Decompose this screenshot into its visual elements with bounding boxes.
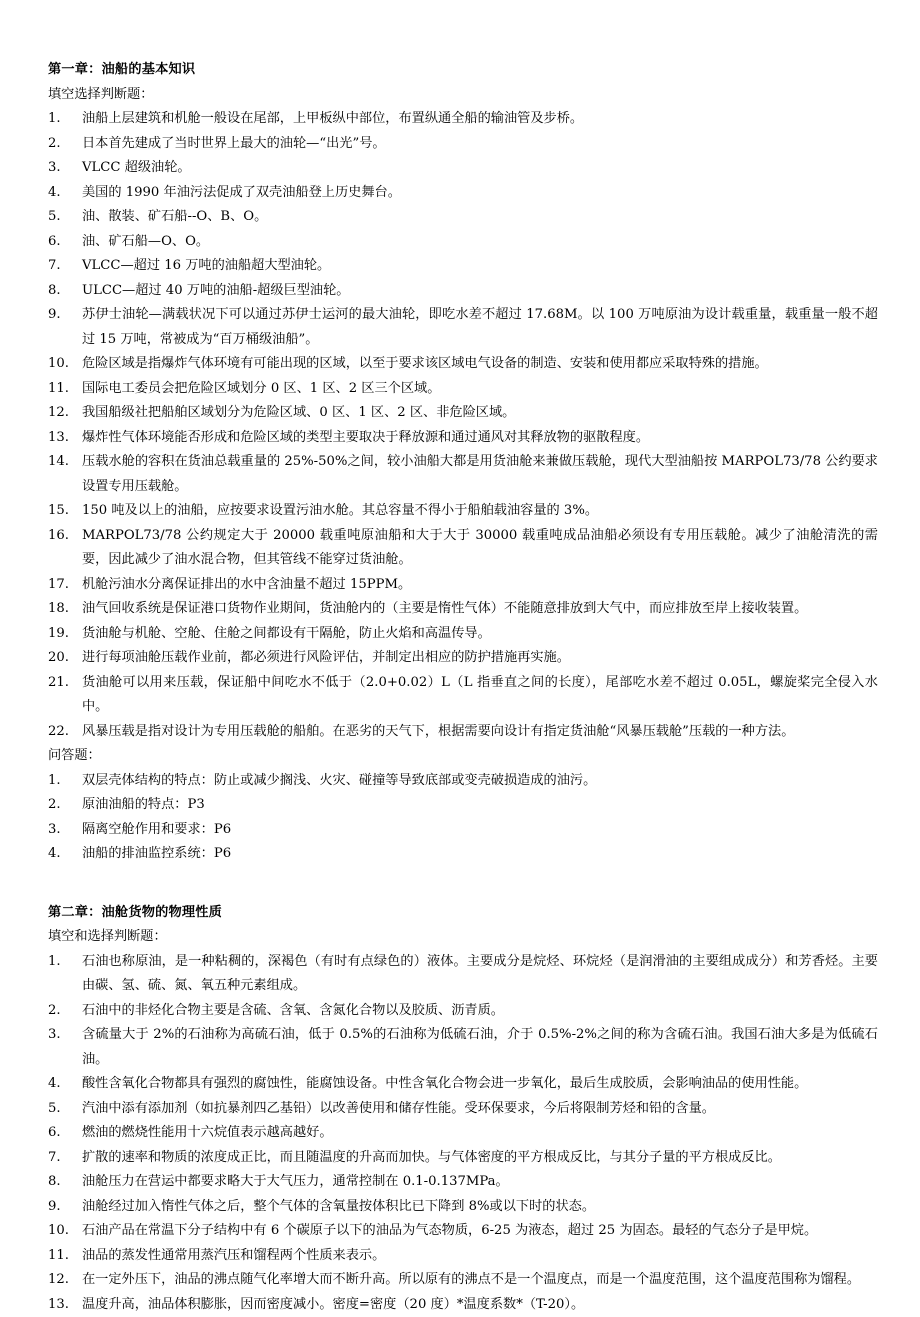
chapter2-title: 第二章：油舱货物的物理性质 bbox=[48, 901, 878, 926]
item-number: 8. bbox=[48, 279, 74, 304]
item-number: 1. bbox=[48, 107, 74, 132]
list-item bbox=[48, 1170, 878, 1195]
item-text: 油舱经过加入惰性气体之后，整个气体的含氧量按体积比已下降到 8%或以下时的状态。 bbox=[82, 1199, 595, 1214]
item-number: 7. bbox=[48, 254, 74, 279]
item-number: 10. bbox=[48, 1219, 74, 1244]
chapter-spacer bbox=[48, 867, 878, 901]
list-item bbox=[48, 303, 878, 352]
item-number: 6. bbox=[48, 1121, 74, 1146]
item-text: ULCC—超过 40 万吨的油船-超级巨型油轮。 bbox=[82, 283, 349, 298]
list-item bbox=[48, 671, 878, 720]
item-text: 油、矿石船—O、O。 bbox=[82, 234, 209, 249]
list-item bbox=[48, 646, 878, 671]
list-item bbox=[48, 499, 878, 524]
item-number: 11. bbox=[48, 377, 74, 402]
item-text: 燃油的燃烧性能用十六烷值表示越高越好。 bbox=[82, 1125, 333, 1140]
item-number: 16. bbox=[48, 524, 74, 549]
item-number: 11. bbox=[48, 1244, 74, 1269]
item-number: 22. bbox=[48, 720, 74, 745]
list-item bbox=[48, 377, 878, 402]
list-item bbox=[48, 1293, 878, 1317]
chapter1-fill-blank-list bbox=[48, 107, 878, 744]
list-item bbox=[48, 597, 878, 622]
item-number: 12. bbox=[48, 401, 74, 426]
item-number: 18. bbox=[48, 597, 74, 622]
item-text: 苏伊士油轮—满载状况下可以通过苏伊士运河的最大油轮，即吃水差不超过 17.68M。以 100 万吨原油为设计载重量，载重量一般不超过 15 万吨，常被成为“百万桶级油船”。 bbox=[82, 307, 878, 347]
list-item bbox=[48, 1219, 878, 1244]
list-item bbox=[48, 1097, 878, 1122]
list-item bbox=[48, 1072, 878, 1097]
item-number: 2. bbox=[48, 999, 74, 1024]
item-text: 油品的蒸发性通常用蒸汽压和馏程两个性质来表示。 bbox=[82, 1248, 385, 1263]
chapter1-fill-blank-label: 填空选择判断题： bbox=[48, 83, 878, 108]
item-text: 国际电工委员会把危险区域划分 0 区、1 区、2 区三个区域。 bbox=[82, 381, 440, 396]
chapter1-qa-list bbox=[48, 769, 878, 867]
item-text: 含硫量大于 2%的石油称为高硫石油，低于 0.5%的石油称为低硫石油，介于 0.5%-2%之间的称为含硫石油。我国石油大多是为低硫石油。 bbox=[82, 1027, 878, 1067]
item-number: 12. bbox=[48, 1268, 74, 1293]
item-number: 3. bbox=[48, 156, 74, 181]
list-item bbox=[48, 1121, 878, 1146]
item-number: 21. bbox=[48, 671, 74, 696]
list-item bbox=[48, 450, 878, 499]
item-text: 温度升高，油品体积膨胀，因而密度减小。密度=密度（20 度）*温度系数*（T-20）。 bbox=[82, 1297, 584, 1312]
list-item bbox=[48, 999, 878, 1024]
item-text: 在一定外压下，油品的沸点随气化率增大而不断升高。所以原有的沸点不是一个温度点，而是一个温度范围，这个温度范围称为馏程。 bbox=[82, 1272, 860, 1287]
list-item bbox=[48, 132, 878, 157]
item-text: 石油产品在常温下分子结构中有 6 个碳原子以下的油品为气态物质，6-25 为液态，超过 25 为固态。最轻的气态分子是甲烷。 bbox=[82, 1223, 817, 1238]
item-text: 隔离空舱作用和要求：P6 bbox=[82, 822, 231, 837]
item-text: 150 吨及以上的油船，应按要求设置污油水舱。其总容量不得小于船舶载油容量的 3%。 bbox=[82, 503, 598, 518]
list-item bbox=[48, 622, 878, 647]
item-text: 汽油中添有添加剂（如抗暴剂四乙基铅）以改善使用和储存性能。受环保要求，今后将限制芳烃和铅的含量。 bbox=[82, 1101, 715, 1116]
item-number: 1. bbox=[48, 950, 74, 975]
item-number: 5. bbox=[48, 1097, 74, 1122]
item-text: 爆炸性气体环境能否形成和危险区域的类型主要取决于释放源和通过通风对其释放物的驱散程度。 bbox=[82, 430, 649, 445]
item-number: 4. bbox=[48, 1072, 74, 1097]
chapter1-qa-label: 问答题： bbox=[48, 744, 878, 769]
item-number: 6. bbox=[48, 230, 74, 255]
item-number: 19. bbox=[48, 622, 74, 647]
list-item bbox=[48, 1023, 878, 1072]
item-text: 石油中的非烃化合物主要是含硫、含氧、含氮化合物以及胶质、沥青质。 bbox=[82, 1003, 504, 1018]
item-text: VLCC 超级油轮。 bbox=[82, 160, 191, 175]
item-number: 15. bbox=[48, 499, 74, 524]
list-item bbox=[48, 205, 878, 230]
item-text: 日本首先建成了当时世界上最大的油轮—“出光”号。 bbox=[82, 136, 386, 151]
list-item bbox=[48, 720, 878, 745]
list-item bbox=[48, 181, 878, 206]
item-text: 原油油船的特点：P3 bbox=[82, 797, 205, 812]
item-number: 4. bbox=[48, 842, 74, 867]
list-item bbox=[48, 230, 878, 255]
list-item bbox=[48, 793, 878, 818]
item-number: 9. bbox=[48, 303, 74, 328]
list-item bbox=[48, 107, 878, 132]
list-item bbox=[48, 818, 878, 843]
list-item bbox=[48, 950, 878, 999]
item-text: 油舱压力在营运中都要求略大于大气压力，通常控制在 0.1-0.137MPa。 bbox=[82, 1174, 509, 1189]
item-text: MARPOL73/78 公约规定大于 20000 载重吨原油船和大于大于 30000 载重吨成品油船必须设有专用压载舱。减少了油舱清洗的需要，因此减少了油水混合物，但其管线不能穿过货油舱。 bbox=[82, 528, 878, 568]
item-text: 双层壳体结构的特点：防止或减少搁浅、火灾、碰撞等导致底部或变壳破损造成的油污。 bbox=[82, 773, 596, 788]
list-item bbox=[48, 1195, 878, 1220]
item-number: 3. bbox=[48, 818, 74, 843]
item-text: 油船的排油监控系统：P6 bbox=[82, 846, 231, 861]
item-text: 进行每项油舱压载作业前，都必须进行风险评估，并制定出相应的防护措施再实施。 bbox=[82, 650, 570, 665]
chapter2-fill-blank-list bbox=[48, 950, 878, 1317]
list-item bbox=[48, 401, 878, 426]
item-number: 4. bbox=[48, 181, 74, 206]
item-text: 油船上层建筑和机舱一般设在尾部，上甲板纵中部位，布置纵通全船的输油管及步桥。 bbox=[82, 111, 583, 126]
list-item bbox=[48, 842, 878, 867]
item-text: 扩散的速率和物质的浓度成正比，而且随温度的升高而加快。与气体密度的平方根成反比，与其分子量的平方根成反比。 bbox=[82, 1150, 781, 1165]
list-item bbox=[48, 426, 878, 451]
item-number: 2. bbox=[48, 793, 74, 818]
list-item bbox=[48, 156, 878, 181]
item-text: 风暴压载是指对设计为专用压载舱的船舶。在恶劣的天气下，根据需要向设计有指定货油舱“风暴压载舱”压载的一种方法。 bbox=[82, 724, 794, 739]
item-number: 8. bbox=[48, 1170, 74, 1195]
item-number: 9. bbox=[48, 1195, 74, 1220]
item-number: 3. bbox=[48, 1023, 74, 1048]
item-text: 石油也称原油，是一种粘稠的，深褐色（有时有点绿色的）液体。主要成分是烷烃、环烷烃（是润滑油的主要组成成分）和芳香烃。主要由碳、氢、硫、氮、氧五种元素组成。 bbox=[82, 954, 878, 994]
list-item bbox=[48, 1244, 878, 1269]
chapter2-fill-blank-label: 填空和选择判断题： bbox=[48, 925, 878, 950]
item-text: 油气回收系统是保证港口货物作业期间，货油舱内的（主要是惰性气体）不能随意排放到大气中，而应排放至岸上接收装置。 bbox=[82, 601, 807, 616]
list-item bbox=[48, 279, 878, 304]
list-item bbox=[48, 769, 878, 794]
item-number: 10. bbox=[48, 352, 74, 377]
item-text: 美国的 1990 年油污法促成了双壳油船登上历史舞台。 bbox=[82, 185, 401, 200]
list-item bbox=[48, 1146, 878, 1171]
item-text: 货油舱可以用来压载，保证船中间吃水不低于（2.0+0.02）L（L 指垂直之间的长度），尾部吃水差不超过 0.05L，螺旋桨完全侵入水中。 bbox=[82, 675, 878, 715]
item-text: 机舱污油水分离保证排出的水中含油量不超过 15PPM。 bbox=[82, 577, 411, 592]
item-text: 危险区域是指爆炸气体环境有可能出现的区域，以至于要求该区域电气设备的制造、安装和使用都应采取特殊的措施。 bbox=[82, 356, 768, 371]
list-item bbox=[48, 524, 878, 573]
item-text: VLCC—超过 16 万吨的油船超大型油轮。 bbox=[82, 258, 330, 273]
item-text: 我国船级社把船舶区域划分为危险区域、0 区、1 区、2 区、非危险区域。 bbox=[82, 405, 515, 420]
item-number: 7. bbox=[48, 1146, 74, 1171]
item-number: 17. bbox=[48, 573, 74, 598]
item-number: 20. bbox=[48, 646, 74, 671]
item-number: 13. bbox=[48, 426, 74, 451]
item-text: 油、散装、矿石船--O、B、O。 bbox=[82, 209, 267, 224]
list-item bbox=[48, 573, 878, 598]
item-number: 14. bbox=[48, 450, 74, 475]
list-item bbox=[48, 254, 878, 279]
list-item bbox=[48, 352, 878, 377]
item-number: 5. bbox=[48, 205, 74, 230]
chapter1-title: 第一章：油船的基本知识 bbox=[48, 58, 878, 83]
item-number: 13. bbox=[48, 1293, 74, 1317]
list-item bbox=[48, 1268, 878, 1293]
item-text: 压载水舱的容积在货油总载重量的 25%-50%之间，较小油船大都是用货油舱来兼做压载舱，现代大型油船按 MARPOL73/78 公约要求设置专用压载舱。 bbox=[82, 454, 878, 494]
item-text: 货油舱与机舱、空舱、住舱之间都设有干隔舱，防止火焰和高温传导。 bbox=[82, 626, 491, 641]
item-number: 1. bbox=[48, 769, 74, 794]
item-text: 酸性含氧化合物都具有强烈的腐蚀性，能腐蚀设备。中性含氧化合物会进一步氧化，最后生成胶质，会影响油品的使用性能。 bbox=[82, 1076, 807, 1091]
item-number: 2. bbox=[48, 132, 74, 157]
